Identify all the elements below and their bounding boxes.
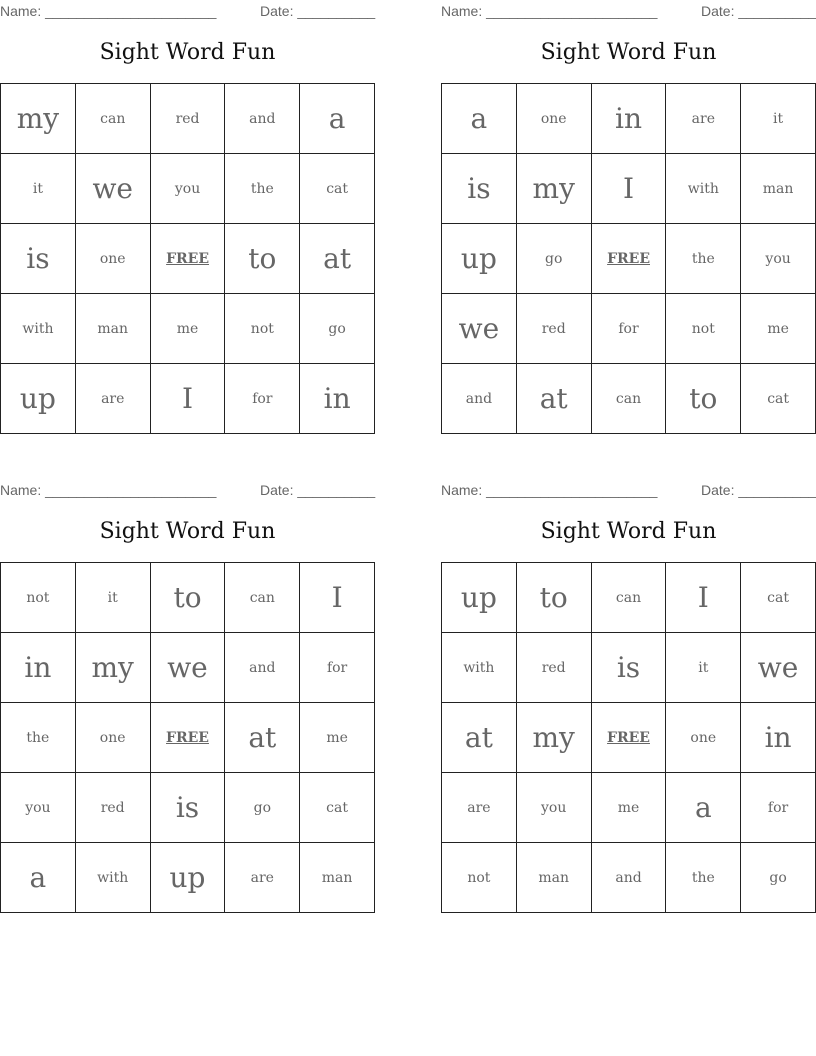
grid-row xyxy=(442,84,816,154)
word-cell: for xyxy=(300,633,375,703)
word-cell: you xyxy=(150,154,225,224)
grid-row xyxy=(442,294,816,364)
word-cell: the xyxy=(666,843,741,913)
word-cell: not xyxy=(666,294,741,364)
word-cell: at xyxy=(442,703,517,773)
word-cell: my xyxy=(516,154,591,224)
word-cell: can xyxy=(75,84,150,154)
word-cell: and xyxy=(225,633,300,703)
word-cell: in xyxy=(591,84,666,154)
word-cell: red xyxy=(516,294,591,364)
bingo-grid xyxy=(0,562,375,913)
word-cell: red xyxy=(75,773,150,843)
grid-row xyxy=(1,563,375,633)
word-cell: man xyxy=(300,843,375,913)
name-field-label: Name: ______________________ xyxy=(441,482,658,498)
word-cell: up xyxy=(1,364,76,434)
grid-row xyxy=(442,563,816,633)
word-cell: can xyxy=(591,364,666,434)
bingo-card xyxy=(441,0,816,434)
card-title: Sight Word Fun xyxy=(99,40,276,65)
word-cell: you xyxy=(1,773,76,843)
word-cell: you xyxy=(741,224,816,294)
word-cell: is xyxy=(591,633,666,703)
word-cell: cat xyxy=(741,563,816,633)
word-cell: one xyxy=(516,84,591,154)
word-cell: my xyxy=(516,703,591,773)
word-cell: can xyxy=(225,563,300,633)
word-cell: with xyxy=(75,843,150,913)
word-cell: me xyxy=(150,294,225,364)
word-cell: me xyxy=(741,294,816,364)
word-cell: one xyxy=(75,224,150,294)
word-cell: to xyxy=(666,364,741,434)
word-cell: are xyxy=(225,843,300,913)
word-cell: at xyxy=(300,224,375,294)
word-cell: cat xyxy=(741,364,816,434)
word-cell: with xyxy=(442,633,517,703)
word-cell: I xyxy=(300,563,375,633)
word-cell: man xyxy=(741,154,816,224)
grid-row xyxy=(442,843,816,913)
word-cell: it xyxy=(741,84,816,154)
grid-row xyxy=(1,773,375,843)
word-cell: one xyxy=(75,703,150,773)
grid-row xyxy=(1,154,375,224)
word-cell: for xyxy=(591,294,666,364)
word-cell: it xyxy=(1,154,76,224)
grid-row xyxy=(1,224,375,294)
word-cell: we xyxy=(442,294,517,364)
word-cell: red xyxy=(150,84,225,154)
word-cell: and xyxy=(442,364,517,434)
bingo-card xyxy=(441,479,816,913)
grid-row xyxy=(1,703,375,773)
bingo-grid xyxy=(0,83,375,434)
word-cell: me xyxy=(300,703,375,773)
word-cell: at xyxy=(225,703,300,773)
word-cell: is xyxy=(1,224,76,294)
word-cell: the xyxy=(666,224,741,294)
word-cell: for xyxy=(741,773,816,843)
word-cell: are xyxy=(75,364,150,434)
word-cell: go xyxy=(225,773,300,843)
word-cell: and xyxy=(591,843,666,913)
grid-row xyxy=(442,703,816,773)
name-field-label: Name: ______________________ xyxy=(0,482,217,498)
word-cell: a xyxy=(442,84,517,154)
grid-row xyxy=(1,843,375,913)
grid-row xyxy=(442,633,816,703)
bingo-card xyxy=(0,0,375,434)
word-cell: can xyxy=(591,563,666,633)
word-cell: you xyxy=(516,773,591,843)
word-cell: is xyxy=(150,773,225,843)
word-cell: with xyxy=(1,294,76,364)
word-cell: the xyxy=(1,703,76,773)
word-cell: it xyxy=(666,633,741,703)
grid-row xyxy=(442,154,816,224)
grid-row xyxy=(1,294,375,364)
free-space: FREE xyxy=(591,703,666,773)
bingo-card xyxy=(0,479,375,913)
grid-row xyxy=(442,224,816,294)
word-cell: red xyxy=(516,633,591,703)
word-cell: a xyxy=(666,773,741,843)
word-cell: to xyxy=(516,563,591,633)
word-cell: for xyxy=(225,364,300,434)
date-field-label: Date: __________ xyxy=(701,482,816,498)
word-cell: and xyxy=(225,84,300,154)
word-cell: not xyxy=(442,843,517,913)
word-cell: a xyxy=(1,843,76,913)
date-field-label: Date: __________ xyxy=(260,482,376,498)
name-field-label: Name: ______________________ xyxy=(0,3,217,19)
word-cell: cat xyxy=(300,773,375,843)
grid-row xyxy=(442,773,816,843)
word-cell: go xyxy=(300,294,375,364)
word-cell: not xyxy=(225,294,300,364)
word-cell: I xyxy=(666,563,741,633)
word-cell: are xyxy=(442,773,517,843)
word-cell: we xyxy=(150,633,225,703)
grid-row xyxy=(442,364,816,434)
word-cell: to xyxy=(225,224,300,294)
word-cell: in xyxy=(300,364,375,434)
word-cell: at xyxy=(516,364,591,434)
word-cell: we xyxy=(741,633,816,703)
free-space: FREE xyxy=(150,224,225,294)
grid-row xyxy=(1,84,375,154)
word-cell: I xyxy=(150,364,225,434)
word-cell: in xyxy=(1,633,76,703)
word-cell: are xyxy=(666,84,741,154)
word-cell: I xyxy=(591,154,666,224)
word-cell: not xyxy=(1,563,76,633)
card-title: Sight Word Fun xyxy=(540,519,717,544)
word-cell: man xyxy=(75,294,150,364)
word-cell: cat xyxy=(300,154,375,224)
word-cell: it xyxy=(75,563,150,633)
grid-row xyxy=(1,364,375,434)
word-cell: my xyxy=(75,633,150,703)
word-cell: my xyxy=(1,84,76,154)
name-field-label: Name: ______________________ xyxy=(441,3,658,19)
word-cell: we xyxy=(75,154,150,224)
word-cell: up xyxy=(150,843,225,913)
word-cell: to xyxy=(150,563,225,633)
word-cell: go xyxy=(516,224,591,294)
word-cell: is xyxy=(442,154,517,224)
word-cell: up xyxy=(442,224,517,294)
date-field-label: Date: __________ xyxy=(701,3,816,19)
word-cell: in xyxy=(741,703,816,773)
word-cell: man xyxy=(516,843,591,913)
free-space: FREE xyxy=(150,703,225,773)
free-space: FREE xyxy=(591,224,666,294)
bingo-grid xyxy=(441,83,816,434)
word-cell: me xyxy=(591,773,666,843)
date-field-label: Date: __________ xyxy=(260,3,376,19)
word-cell: the xyxy=(225,154,300,224)
word-cell: a xyxy=(300,84,375,154)
word-cell: go xyxy=(741,843,816,913)
word-cell: one xyxy=(666,703,741,773)
bingo-grid xyxy=(441,562,816,913)
card-title: Sight Word Fun xyxy=(540,40,717,65)
word-cell: up xyxy=(442,563,517,633)
word-cell: with xyxy=(666,154,741,224)
grid-row xyxy=(1,633,375,703)
card-title: Sight Word Fun xyxy=(99,519,276,544)
